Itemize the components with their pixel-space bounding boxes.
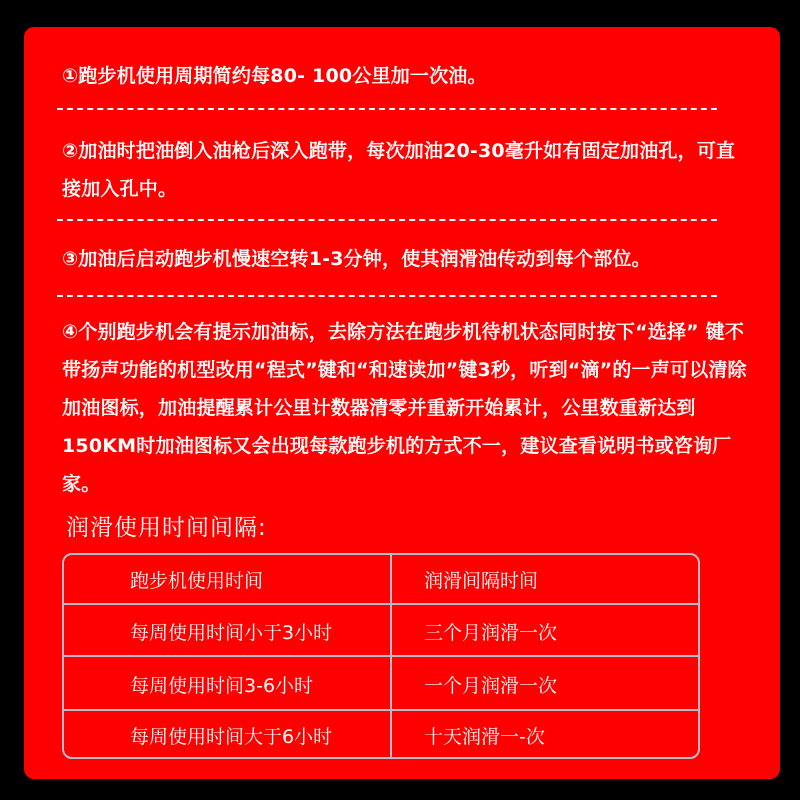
note-1: ①跑步机使用周期简约每80- 100公里加一次油。	[62, 65, 487, 87]
table-cell: 每周使用时间大于6小时	[64, 711, 392, 759]
note-4: ④个别跑步机会有提示加油标，去除方法在跑步机待机状态同时按下“选择” 键不带扬声功能的机型改用“程式”键和“和速读加”键3秒，听到“滴”的一声可以清除加油图标，加油提醒累计公里计数器清零并重新开始累计，公里数重新达到150KM时加油图标又会出现每款跑步机的方式不一，建议查看说明书或咨询厂家。	[62, 321, 747, 495]
content-panel	[24, 27, 780, 779]
table-header-row	[64, 555, 698, 603]
table-header-cell: 润滑间隔时间	[424, 569, 539, 592]
section-title: 润滑使用时间间隔:	[66, 515, 267, 541]
note-2: ②加油时把油倒入油枪后深入跑带，每次加油20-30毫升如有固定加油孔，可直接加入孔中。	[62, 140, 736, 200]
note-3: ③加油后启动跑步机慢速空转1-3分钟，使其润滑油传动到每个部位。	[62, 248, 651, 270]
lubrication-table	[62, 553, 700, 759]
dashed-divider	[57, 108, 717, 110]
table-cell: 一个月润滑一次	[424, 674, 558, 697]
dashed-divider	[57, 219, 717, 221]
table-cell: 十天润滑一-次	[424, 725, 545, 748]
table-cell: 每周使用时间小于3小时	[64, 605, 392, 657]
table-cell: 每周使用时间3-6小时	[64, 657, 392, 711]
table-row	[64, 709, 698, 759]
table-row	[64, 603, 698, 657]
table-header-cell: 跑步机使用时间	[64, 555, 392, 603]
table-row	[64, 655, 698, 711]
dashed-divider	[57, 295, 717, 297]
table-cell: 三个月润滑一次	[424, 621, 558, 644]
